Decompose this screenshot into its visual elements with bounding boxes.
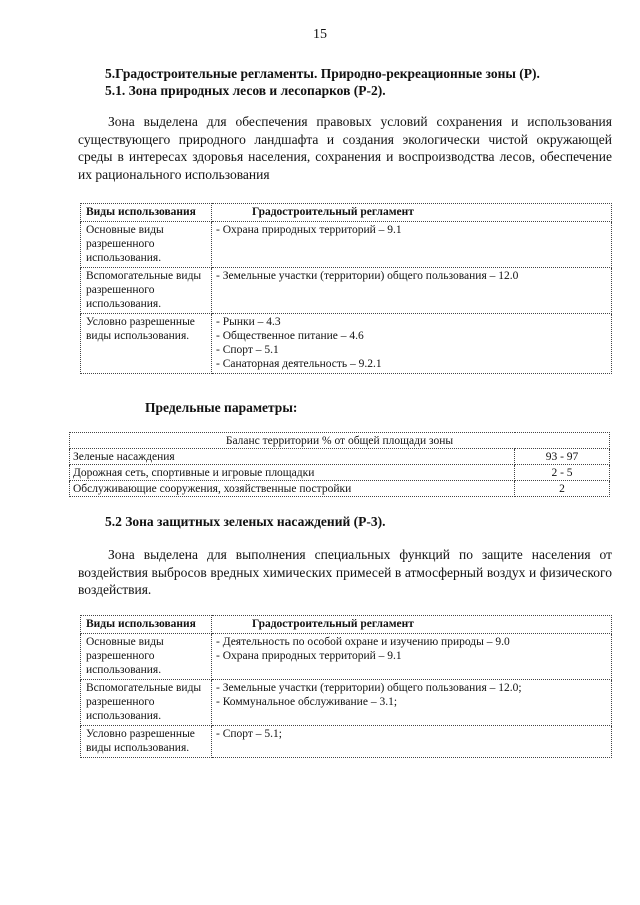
row-item: - Рынки – 4.3 [216, 316, 281, 328]
paragraph-r2-description [78, 113, 612, 183]
table-row [70, 449, 610, 465]
row-item: - Земельные участки (территории) общего пользования – 12.0; [216, 682, 522, 694]
col-header-usage: Виды использования [81, 204, 212, 222]
table-header-row [81, 204, 612, 222]
regulation-table-r2 [80, 203, 612, 374]
subsection-heading-r2: 5.1. Зона природных лесов и лесопарков (Р-2). [105, 83, 386, 98]
table-row [70, 465, 610, 481]
balance-name: Дорожная сеть, спортивные и игровые площадки [70, 465, 515, 481]
table-row [81, 726, 612, 758]
balance-name: Обслуживающие сооружения, хозяйственные постройки [70, 481, 515, 497]
balance-name: Зеленые насаждения [70, 449, 515, 465]
paragraph-r3-description [78, 546, 612, 599]
row-items [212, 222, 612, 268]
table-row [81, 268, 612, 314]
row-label: Условно разрешенные виды использования. [81, 314, 212, 374]
paragraph-text: Зона выделена для выполнения специальных функций по защите населения от воздействия выбросов вредных химических примесей в атмосферный воздух и физического воздействия. [78, 547, 612, 597]
table-header-row [81, 616, 612, 634]
col-header-regulation: Градостроительный регламент [212, 616, 612, 634]
col-header-usage: Виды использования [81, 616, 212, 634]
row-item: - Санаторная деятельность – 9.2.1 [216, 358, 382, 370]
row-item: - Общественное питание – 4.6 [216, 330, 364, 342]
page-number: 15 [313, 27, 327, 42]
balance-caption: Баланс территории % от общей площади зоны [70, 433, 610, 449]
section-heading: 5.Градостроительные регламенты. Природно-рекреационные зоны (Р). [105, 66, 540, 81]
table-row [70, 481, 610, 497]
limits-title: Предельные параметры: [145, 400, 298, 415]
row-item: - Охрана природных территорий – 9.1 [216, 224, 402, 236]
table-row [81, 634, 612, 680]
row-items [212, 314, 612, 374]
row-label: Основные виды разрешенного использования. [81, 634, 212, 680]
balance-value: 2 [515, 481, 610, 497]
row-items [212, 268, 612, 314]
row-item: - Спорт – 5.1; [216, 728, 282, 740]
balance-value: 2 - 5 [515, 465, 610, 481]
col-header-regulation: Градостроительный регламент [212, 204, 612, 222]
subsection-heading-r3: 5.2 Зона защитных зеленых насаждений (Р-3). [105, 514, 386, 529]
row-label: Вспомогательные виды разрешенного использования. [81, 268, 212, 314]
balance-caption-row [70, 433, 610, 449]
row-item: - Спорт – 5.1 [216, 344, 279, 356]
paragraph-text: Зона выделена для обеспечения правовых условий сохранения и использования существующего природного ландшафта и создания экологически чистой окружающей среды в интересах здоровья населения, сохранения и воспроизводства лесов, обеспечение их рационального использования [78, 114, 612, 182]
row-items [212, 634, 612, 680]
row-items [212, 726, 612, 758]
row-label: Условно разрешенные виды использования. [81, 726, 212, 758]
row-items [212, 680, 612, 726]
regulation-table-r3 [80, 615, 612, 758]
table-row [81, 222, 612, 268]
table-row [81, 314, 612, 374]
row-item: - Коммунальное обслуживание – 3.1; [216, 696, 398, 708]
row-item: - Земельные участки (территории) общего пользования – 12.0 [216, 270, 519, 282]
balance-table [69, 432, 610, 497]
row-label: Вспомогательные виды разрешенного использования. [81, 680, 212, 726]
table-row [81, 680, 612, 726]
row-label: Основные виды разрешенного использования. [81, 222, 212, 268]
row-item: - Охрана природных территорий – 9.1 [216, 650, 402, 662]
row-item: - Деятельность по особой охране и изучению природы – 9.0 [216, 636, 510, 648]
balance-value: 93 - 97 [515, 449, 610, 465]
